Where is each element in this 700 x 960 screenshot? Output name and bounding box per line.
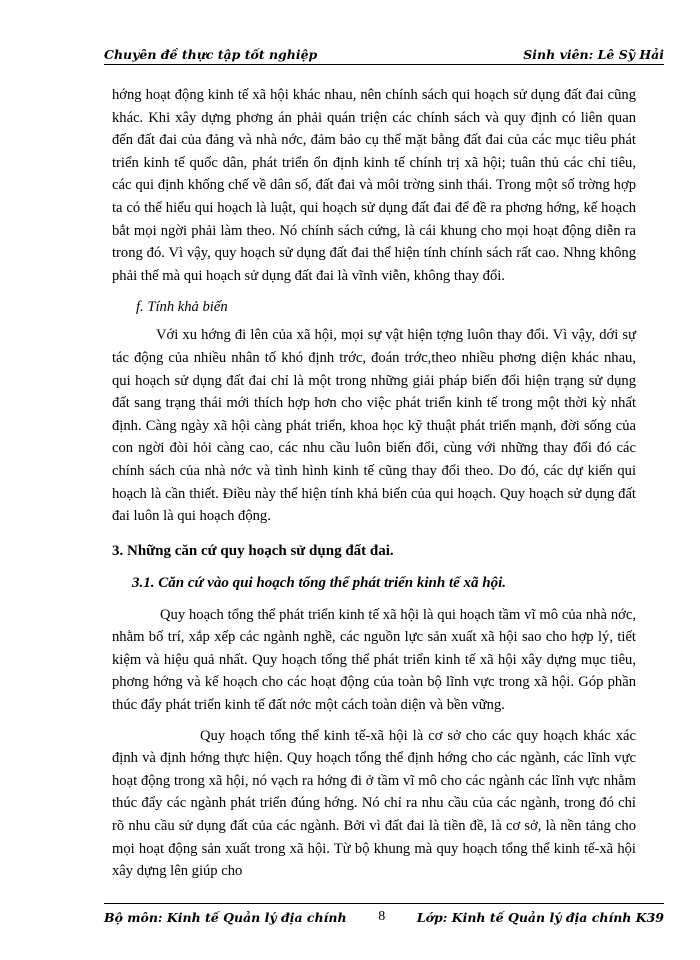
section-heading-3-1: 3.1. Căn cứ vào qui hoạch tổng thể phát triển kinh tế xã hội. bbox=[132, 574, 507, 591]
subheading-f: f. Tính khả biến bbox=[136, 299, 228, 316]
section-heading-3: 3. Những căn cứ quy hoạch sử dụng đất đai. bbox=[112, 542, 394, 559]
page-body bbox=[112, 84, 636, 883]
header-student: Sinh viên: Lê Sỹ Hải bbox=[523, 47, 664, 62]
page-header bbox=[104, 44, 664, 62]
paragraph-4: Quy hoạch tổng thể kinh tế-xã hội là cơ sở cho các quy hoạch khác xác định và định hớng thực hiện. Quy hoạch tổng thể định hớng cho các ngành, các lĩnh vực hoạt động trong xã hội, nó vạch ra hớng đi ở tầm vĩ mô cho các ngành các lĩnh vực nhằm thúc đẩy các ngành phát triển đúng hớng. Nó chỉ ra nhu cầu của các ngành, trong đó chỉ rõ nhu cầu sử dụng đất của các ngành. Bởi vì đất đai là tiền đề, là cơ sở, là nền tảng cho mọi hoạt động sản xuất trong xã hội. Từ bộ khung mà quy hoạch tổng thể kinh tế-xã hội xây dựng lên giúp cho bbox=[112, 727, 636, 880]
footer-department: Bộ môn: Kinh tế Quản lý địa chính bbox=[104, 910, 347, 925]
paragraph-2: Với xu hớng đi lên của xã hội, mọi sự vật hiện tợng luôn thay đổi. Vì vậy, dới sự tác động của nhiều nhân tố khó định trớc, đoán trớc,theo nhiều phơng diện khác nhau, qui hoạch sử dụng đất đai chỉ là một trong những giải pháp biến đổi hiện trạng sử dụng đất sang trạng thái mới thích hợp hơn cho việc phát triển kinh tế trong một thời kỳ nhất định. Càng ngày xã hội càng phát triển, khoa học kỹ thuật phát triển mạnh, đời sống của con ngời đòi hỏi càng cao, các nhu cầu luôn biến đổi, cùng với những thay đổi đó các chính sách của nhà nớc và tình hình kinh tế cũng thay đổi theo. Do đó, các dự kiến qui hoạch là cần thiết. Điều này thể hiện tính khả biến của qui hoạch. Quy hoạch sử dụng đất đai luôn là qui hoạch động. bbox=[112, 327, 636, 525]
footer-rule bbox=[104, 903, 664, 904]
footer-class: Lớp: Kinh tế Quản lý địa chính K39 bbox=[416, 910, 664, 925]
paragraph-3: Quy hoạch tổng thể phát triển kinh tế xã hội là qui hoạch tầm vĩ mô của nhà nớc, nhằm bố trí, xắp xếp các ngành nghề, các nguồn lực sản xuất xã hội sao cho hợp lý, tiết kiệm và hiệu quả nhất. Quy hoạch tổng thể phát triển kinh tế xã hội xây dựng mục tiêu, phơng hớng và kế hoạch cho các hoạt động của toàn bộ lĩnh vực trong xã hội. Góp phần thúc đẩy phát triển kinh tế đất nớc một cách toàn diện và bền vững. bbox=[112, 606, 636, 714]
page-number: 8 bbox=[378, 909, 386, 924]
page-footer bbox=[104, 907, 664, 925]
paragraph-1: hớng hoạt động kinh tế xã hội khác nhau, nên chính sách qui hoạch sử dụng đất đai cũng khác. Khi xây dựng phơng án phải quán triện các chính sách và quy định có liên quan đến đất đai của đảng và nhà nớc, đảm bảo cụ thể mặt bằng đất đai của các mục tiêu phát triển kinh tế quốc dân, phát triển ổn định kinh tế chính trị xã hội; tuân thủ các chỉ tiêu, các qui định khống chế về dân số, đất đai và môi trờng sinh thái. Trong một số trờng hợp ta có thể hiểu qui hoạch là luật, qui hoạch sử dụng đất đai để đề ra phơng hớng, kế hoạch bắt mọi ngời phải làm theo. Nó chính sách cứng, là cái khung cho mọi hoạt động diễn ra trong đó. Vì vậy, quy hoạch sử dụng đất đai thể hiện tính chính sách rất cao. Nhng không phải thế mà qui hoạch sử dụng đất đai là vĩnh viễn, không thay đổi. bbox=[112, 87, 636, 284]
header-rule bbox=[104, 64, 664, 65]
header-title: Chuyên đề thực tập tốt nghiệp bbox=[104, 47, 318, 62]
